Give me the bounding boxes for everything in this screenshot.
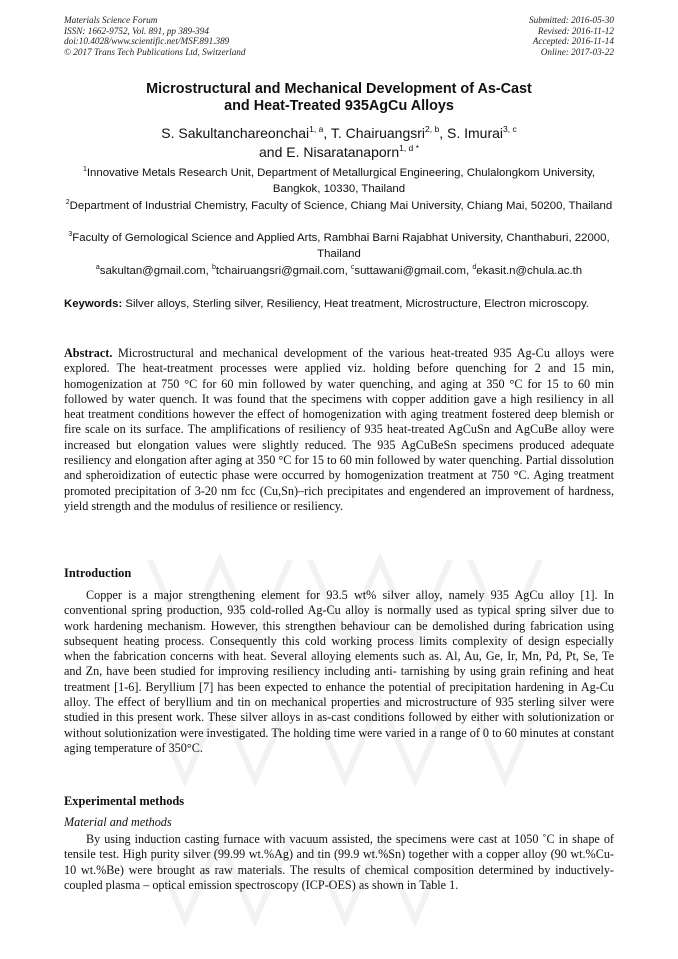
publication-dates xyxy=(529,15,614,57)
author-affiliation-mark: 2, b xyxy=(425,124,440,134)
email-mark: c xyxy=(350,264,355,271)
subsection-heading: Material and methods xyxy=(64,815,172,829)
date-submitted: Submitted: 2016-05-30 xyxy=(529,15,614,25)
author-list: S. Sakultanchareonchai$^{1, a}$, T. Chairuangsri$^{2, b}$, S. Imurai$^{3, c}$ and E. Nisaratanaporn$^{1, d *}$ xyxy=(161,124,517,160)
affiliation xyxy=(64,199,614,215)
author-affiliation-mark: 3, c xyxy=(503,124,517,134)
date-revised: Revised: 2016-11-12 xyxy=(537,25,614,36)
section-heading-introduction: Introduction xyxy=(64,566,132,580)
email-address[interactable]: suttawani@gmail.com, xyxy=(354,265,473,277)
author-conjunction: and xyxy=(259,144,283,160)
author-name: E. Nisaratanaporn xyxy=(286,144,400,160)
affiliation xyxy=(64,166,614,197)
affiliation-number: 1 xyxy=(82,166,87,173)
date-online: Online: 2017-03-22 xyxy=(540,46,614,57)
keywords-label: Keywords: xyxy=(64,298,123,310)
journal-doi[interactable]: doi:10.4028/www.scientific.net/MSF.891.389 xyxy=(64,36,230,47)
author-name: S. Imurai xyxy=(447,125,504,141)
affiliation-number: 3 xyxy=(68,231,73,238)
affiliation-number: 2 xyxy=(65,199,70,206)
affiliation-text: Faculty of Gemological Science and Applied Arts, Rambhai Barni Rajabhat University, Chanthaburi, 22000, Thailand xyxy=(72,232,610,260)
author-name: S. Sakultanchareonchai xyxy=(161,125,310,141)
title-line: and Heat-Treated 935AgCu Alloys xyxy=(224,98,454,114)
author-name: T. Chairuangsri xyxy=(330,125,426,141)
author-affiliation-mark: 1, d * xyxy=(399,143,419,153)
affiliation-text: Innovative Metals Research Unit, Department of Metallurgical Engineering, Chulalongkom University, Bangkok, 10330, Thailand xyxy=(86,167,596,195)
title-line: Microstructural and Mechanical Development of As-Cast xyxy=(146,81,532,97)
affiliation xyxy=(64,231,614,262)
abstract-label: Abstract. xyxy=(64,346,113,360)
experimental-text: By using induction casting furnace with vacuum assisted, the specimens were cast at 1050 ˚C in shape of tensile test. High purity silver (99.99 wt.%Ag) and tin (99.9 wt.%Sn) together with a copper alloy (90 wt.%Cu- 10 wt.%Be) were brought as raw materials. The results of chemical composition determined by inductively-coupled plasma – optical emission spectroscopy (ICP-OES) as shown in Table 1. xyxy=(64,832,614,892)
section-heading-experimental: Experimental methods xyxy=(64,794,185,808)
introduction-text: Copper is a major strengthening element for 93.5 wt% silver alloy, namely 935 AgCu alloy [1]. In conventional spring production, 935 cold-rolled Ag-Cu alloy is normally used as typical spring silver due to work hardening mechanism. However, this strengthen behaviour can be demolished during fabrication using subsequent heating process. Consequently this cold working process limits complexity of design especially when the fabrication concerns with heat. Several alloying elements such as. Al, Au, Ge, Ir, Mn, Pd, Pt, Se, Te and Zn, have been studied for improving resiliency including anti- tarnishing by using grain refining and heat treatment [1-6]. Beryllium [7] has been expected to enhance the potential of precipitation hardening in Ag-Cu alloy. The effect of beryllium and tin on mechanical properties and microstructure of 935 sterling silver were studied in this present work. These silver alloys in as-cast conditions followed by either with solutionization or without solutionization were investigated. The holding time were varied in a range of 0 to 60 minutes at constant aging temperature of 350°C. xyxy=(64,588,614,755)
author-emails xyxy=(64,264,614,279)
affiliation-text: Department of Industrial Chemistry, Faculty of Science, Chiang Mai University, Chiang Mai, 50200, Thailand xyxy=(69,200,613,212)
email-mark: a xyxy=(95,264,100,271)
keywords-text: Silver alloys, Sterling silver, Resiliency, Heat treatment, Microstructure, Electron microscopy. xyxy=(122,298,589,310)
keywords xyxy=(64,297,614,312)
date-accepted: Accepted: 2016-11-14 xyxy=(532,36,614,47)
journal-name: Materials Science Forum xyxy=(64,15,158,25)
email-address[interactable]: sakultan@gmail.com, xyxy=(99,265,212,277)
journal-info xyxy=(64,15,245,57)
email-address[interactable]: tchairuangsri@gmail.com, xyxy=(215,265,351,277)
journal-copyright: © 2017 Trans Tech Publications Ltd, Switzerland xyxy=(64,46,246,57)
email-mark: b xyxy=(211,264,216,271)
abstract xyxy=(64,346,614,514)
email-address[interactable]: ekasit.n@chula.ac.th xyxy=(476,265,583,277)
author-affiliation-mark: 1, a xyxy=(309,124,324,134)
paper-title xyxy=(64,81,614,115)
email-mark: d xyxy=(472,264,477,271)
abstract-text: Microstructural and mechanical development of the various heat-treated 935 Ag-Cu alloys were explored. The heat-treatment processes were applied viz. holding before quenching for 2 and 15 min, homogenization at 750 °C for 60 min followed by water quenching, and aging at 350 °C for 15 to 60 min followed by water quench. It was found that the specimens with copper addition gave a high resiliency in all heat treatment conditions however the effect of homogenization with aging treatment fostered deep blemish or fire scale on its surface. The amplifications of resiliency of 935 heat-treated AgCuSn and AgCuBe alloy were increased but elongation values were slightly reduced. The 935 AgCuBeSn specimens produced adequate resiliency and elongation after aging at 350 °C for 15 to 60 min followed by water quenching. Partial dissolution and spheroidization of eutectic phase were occurred by homogenization treatment at 750 °C. Aging treatment promoted precipitation of 3-20 nm fcc (Cu,Sn)–rich precipitates and engendered an improvement of hardness, yield strength and the modulus of resilience or resiliency. xyxy=(64,346,614,513)
journal-issn: ISSN: 1662-9752, Vol. 891, pp 389-394 xyxy=(64,25,209,36)
